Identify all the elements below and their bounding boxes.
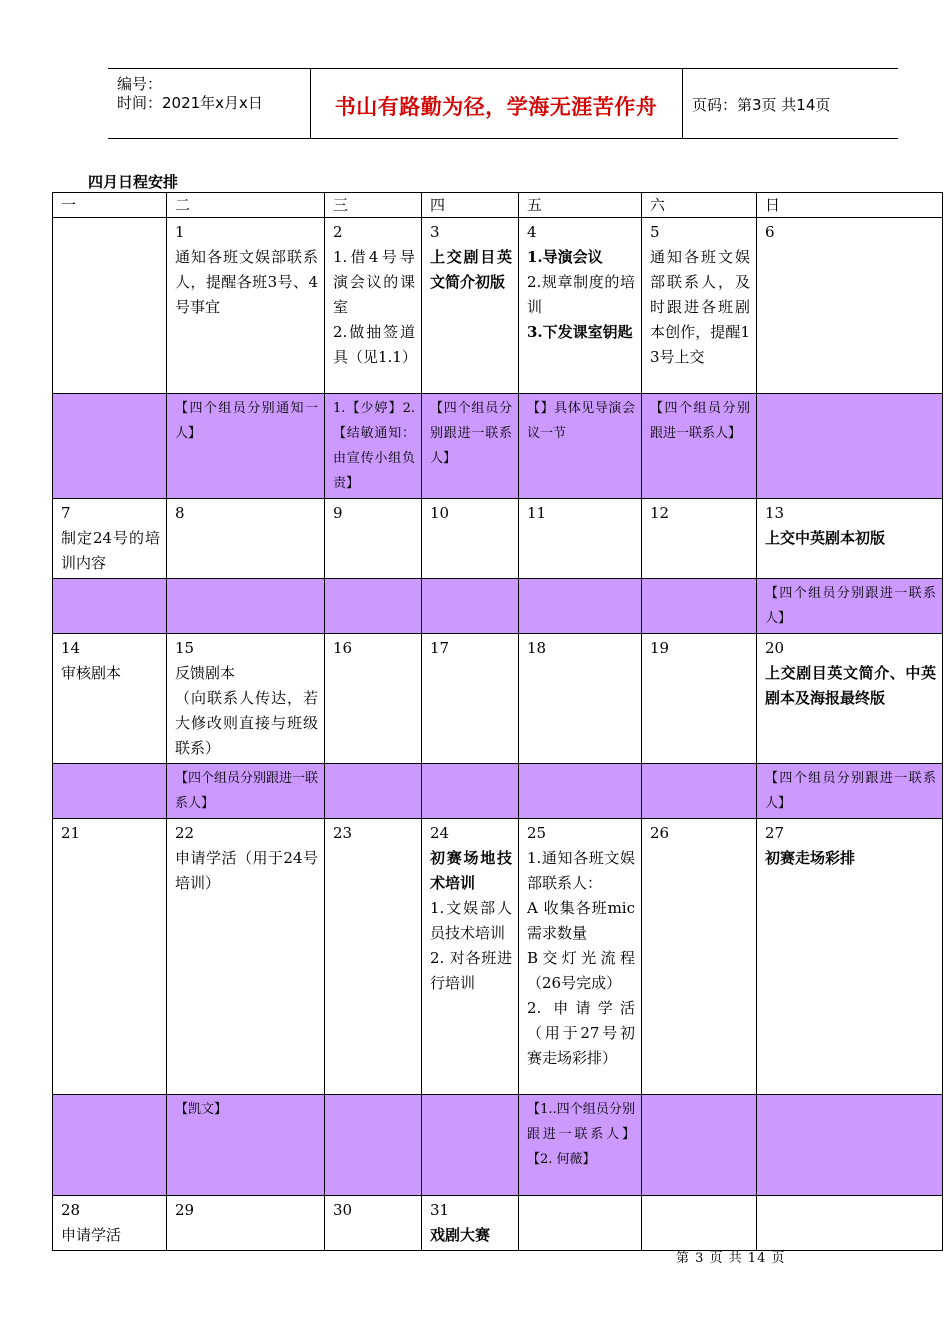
week-row	[53, 1196, 943, 1251]
day-cell	[167, 1196, 325, 1251]
day-cell	[757, 218, 943, 394]
notes-row	[53, 579, 943, 634]
day-number: 23	[333, 824, 353, 842]
note-cell	[757, 764, 943, 819]
note-text: 【1..四个组员分别跟进一联系人】【2. 何薇】	[527, 1102, 635, 1167]
weekday-header-cell: 五	[519, 193, 642, 218]
note-cell	[642, 764, 757, 819]
note-cell	[325, 1095, 422, 1196]
day-task: 1.借4号导演会议的课室	[333, 248, 415, 316]
schedule-table-body	[53, 193, 943, 1251]
day-number: 18	[527, 639, 547, 657]
day-task: 2. 申请学活（用于27号初赛走场彩排）	[527, 999, 635, 1067]
weekday-header-cell: 四	[422, 193, 519, 218]
header-page-number: 页码：第3页 共14页	[692, 96, 831, 114]
notes-row	[53, 1095, 943, 1196]
day-task: 申请学活（用于24号培训）	[175, 849, 318, 892]
day-task: 2.做抽签道具（见1.1）	[333, 323, 417, 366]
day-number: 16	[333, 639, 353, 657]
note-cell	[53, 764, 167, 819]
schedule-title: 四月日程安排	[88, 173, 179, 191]
note-text: 【】具体见导演会议一节	[527, 401, 635, 441]
day-task: 通知各班文娱部联系人，提醒各班3号、4号事宜	[175, 248, 318, 316]
note-cell	[757, 579, 943, 634]
day-task: 1.通知各班文娱部联系人：	[527, 849, 635, 892]
day-cell	[167, 634, 325, 764]
note-cell	[167, 764, 325, 819]
note-cell	[167, 394, 325, 499]
day-cell	[519, 1196, 642, 1251]
note-cell	[422, 764, 519, 819]
header-meta-cell	[108, 69, 311, 138]
day-task: 初赛走场彩排	[765, 849, 856, 867]
day-number: 17	[430, 639, 450, 657]
day-task: 上交剧目英文简介、中英剧本及海报最终版	[765, 664, 936, 707]
day-cell	[53, 499, 167, 579]
day-number: 8	[175, 504, 185, 522]
day-cell	[519, 819, 642, 1095]
day-number: 2	[333, 223, 343, 241]
day-number: 31	[430, 1201, 450, 1219]
day-number: 27	[765, 824, 785, 842]
day-task: B交灯光流程（26号完成）	[527, 949, 635, 992]
weekday-header-cell: 一	[53, 193, 167, 218]
note-cell	[53, 1095, 167, 1196]
day-task: 审核剧本	[61, 664, 122, 682]
week-row	[53, 218, 943, 394]
weekday-header-row	[53, 193, 943, 218]
day-cell	[53, 634, 167, 764]
weekday-header-cell: 日	[757, 193, 943, 218]
day-task: （向联系人传达，若大修改则直接与班级联系）	[175, 689, 318, 757]
note-cell	[53, 579, 167, 634]
weekday-header-cell: 二	[167, 193, 325, 218]
day-task: 制定24号的培训内容	[61, 529, 160, 572]
day-cell	[53, 819, 167, 1095]
day-number: 9	[333, 504, 343, 522]
note-cell	[422, 394, 519, 499]
note-text: 【凯文】	[175, 1102, 228, 1117]
week-row	[53, 499, 943, 579]
day-cell	[519, 634, 642, 764]
note-text: 【四个组员分别跟进一联系人】	[175, 771, 319, 811]
day-cell	[167, 218, 325, 394]
day-number: 21	[61, 824, 81, 842]
day-number: 14	[61, 639, 81, 657]
day-cell	[325, 499, 422, 579]
note-cell	[422, 1095, 519, 1196]
day-task: 2.规章制度的培训	[527, 273, 635, 316]
page-footer: 第 3 页 共 14 页	[676, 1251, 786, 1266]
day-cell	[757, 499, 943, 579]
week-row	[53, 634, 943, 764]
day-number: 3	[430, 223, 440, 241]
day-task: 2. 对各班进行培训	[430, 949, 512, 992]
note-cell	[642, 579, 757, 634]
weekday-header-cell: 三	[325, 193, 422, 218]
day-task: 1.导演会议	[527, 248, 603, 266]
day-cell	[53, 1196, 167, 1251]
note-cell	[519, 764, 642, 819]
note-text: 【四个组员分别通知一人】	[175, 401, 318, 441]
note-text: 【四个组员分别跟进一联系人】	[765, 586, 936, 626]
day-cell	[422, 819, 519, 1095]
day-number: 15	[175, 639, 195, 657]
day-cell	[325, 634, 422, 764]
note-cell	[325, 394, 422, 499]
day-cell	[642, 1196, 757, 1251]
note-text: 1.【少婷】2.【结敏通知：由宣传小组负责】	[333, 401, 415, 491]
day-cell	[422, 634, 519, 764]
day-number: 10	[430, 504, 450, 522]
day-cell	[53, 218, 167, 394]
day-cell	[757, 634, 943, 764]
day-task: 上交中英剧本初版	[765, 529, 886, 547]
note-cell	[642, 1095, 757, 1196]
day-cell	[519, 218, 642, 394]
april-schedule-table	[52, 192, 943, 1251]
day-task: 初赛场地技术培训	[430, 849, 512, 892]
header-page-cell	[682, 69, 898, 138]
day-cell	[642, 819, 757, 1095]
notes-row	[53, 394, 943, 499]
day-cell	[422, 218, 519, 394]
note-cell	[53, 394, 167, 499]
note-cell	[757, 394, 943, 499]
week-row	[53, 819, 943, 1095]
day-task: 1.文娱部人员技术培训	[430, 899, 512, 942]
day-cell	[422, 499, 519, 579]
document-header	[108, 68, 898, 139]
note-cell	[757, 1095, 943, 1196]
note-text: 【四个组员分别跟进一联系人】	[650, 401, 750, 441]
day-cell	[642, 634, 757, 764]
day-number: 19	[650, 639, 670, 657]
day-cell	[325, 819, 422, 1095]
day-cell	[325, 1196, 422, 1251]
day-number: 29	[175, 1201, 195, 1219]
note-cell	[519, 394, 642, 499]
note-cell	[519, 1095, 642, 1196]
day-cell	[757, 1196, 943, 1251]
day-task: 3.下发课室钥匙	[527, 323, 633, 341]
day-number: 25	[527, 824, 547, 842]
document-time-label: 时间：2021年x月x日	[117, 94, 263, 112]
day-number: 6	[765, 223, 775, 241]
note-cell	[642, 394, 757, 499]
day-number: 28	[61, 1201, 81, 1219]
note-text: 【四个组员分别跟进一联系人】	[430, 401, 512, 466]
note-cell	[325, 579, 422, 634]
day-task: 通知各班文娱部联系人，及时跟进各班剧本创作，提醒13号上交	[650, 248, 750, 366]
day-cell	[422, 1196, 519, 1251]
day-number: 4	[527, 223, 537, 241]
day-cell	[167, 819, 325, 1095]
weekday-header-cell: 六	[642, 193, 757, 218]
day-number: 1	[175, 223, 185, 241]
day-number: 30	[333, 1201, 353, 1219]
day-cell	[325, 218, 422, 394]
note-cell	[422, 579, 519, 634]
notes-row	[53, 764, 943, 819]
day-number: 5	[650, 223, 660, 241]
note-cell	[167, 579, 325, 634]
note-cell	[519, 579, 642, 634]
header-motto-cell	[310, 69, 683, 138]
day-task: 申请学活	[61, 1226, 122, 1244]
header-motto: 书山有路勤为径，学海无涯苦作舟	[334, 95, 658, 119]
day-cell	[167, 499, 325, 579]
day-cell	[642, 499, 757, 579]
day-task: A 收集各班mic需求数量	[527, 899, 635, 942]
day-cell	[757, 819, 943, 1095]
day-number: 12	[650, 504, 670, 522]
day-task: 反馈剧本	[175, 664, 236, 682]
day-task: 戏剧大赛	[430, 1226, 491, 1244]
day-number: 22	[175, 824, 195, 842]
day-number: 24	[430, 824, 450, 842]
day-number: 13	[765, 504, 785, 522]
note-text: 【四个组员分别跟进一联系人】	[765, 771, 936, 811]
day-number: 7	[61, 504, 71, 522]
day-task: 上交剧目英文简介初版	[430, 248, 512, 291]
day-number: 20	[765, 639, 785, 657]
day-number: 11	[527, 504, 547, 522]
day-cell	[519, 499, 642, 579]
note-cell	[325, 764, 422, 819]
day-number: 26	[650, 824, 670, 842]
document-number-label: 编号：	[117, 75, 163, 93]
note-cell	[167, 1095, 325, 1196]
day-cell	[642, 218, 757, 394]
